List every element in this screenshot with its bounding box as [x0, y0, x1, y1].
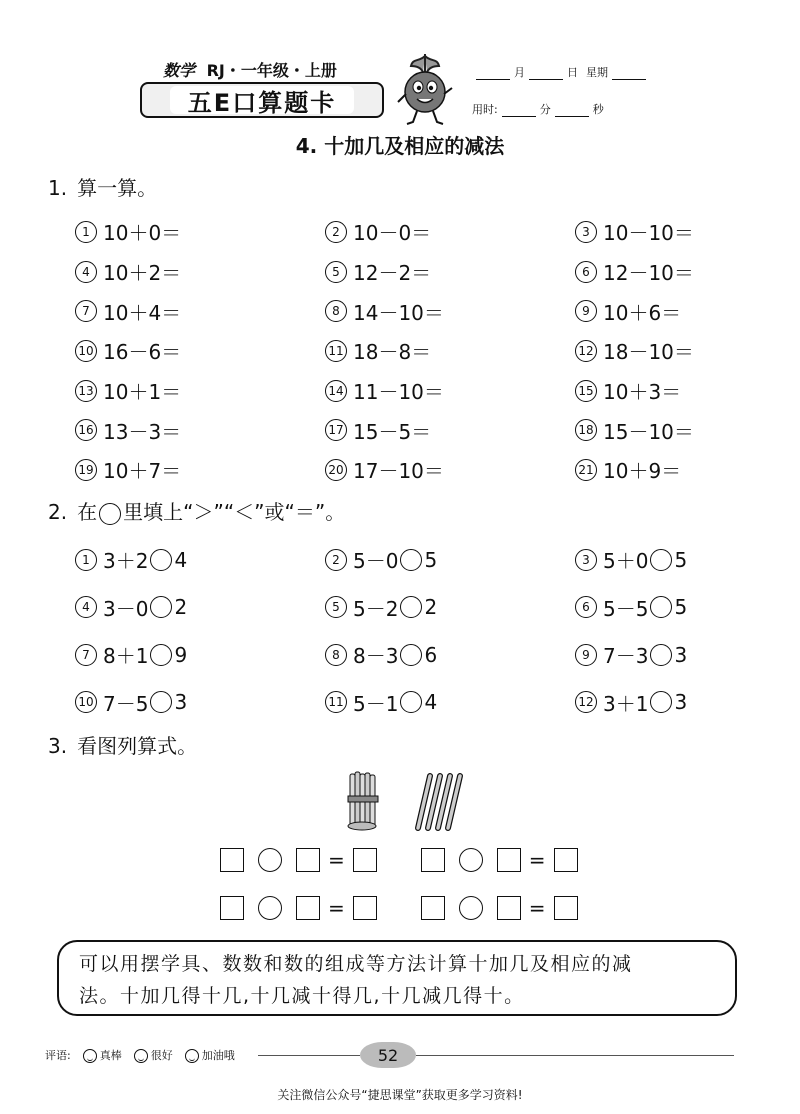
- tip-box: [57, 940, 737, 1016]
- q1-heading: [48, 172, 157, 201]
- item-number-badge: 12: [575, 340, 597, 362]
- q2-title-post: 里填上“＞”“＜”或“＝”。: [123, 500, 346, 524]
- exercise-expression: 15－10＝: [603, 419, 694, 444]
- item-number-badge: 10: [75, 340, 97, 362]
- weekday-blank[interactable]: [612, 68, 646, 80]
- q1-exercise: [325, 331, 575, 371]
- comparison-right: 4: [424, 690, 438, 715]
- exercise-expression: 10＋2＝: [103, 261, 182, 286]
- q2-comparison: [575, 584, 765, 632]
- equals-sign: =: [528, 848, 546, 872]
- item-number-badge: 18: [575, 419, 597, 441]
- answer-box[interactable]: [421, 896, 445, 920]
- item-number-badge: 2: [325, 221, 347, 243]
- rating-great-label: 真棒: [99, 1049, 122, 1062]
- q1-exercise: [575, 450, 765, 490]
- comparison-circle[interactable]: [150, 644, 172, 666]
- item-number-badge: 7: [75, 300, 97, 322]
- q1-number: 1.: [48, 176, 68, 200]
- exercise-expression: 10－10＝: [603, 221, 694, 246]
- q2-title-pre: 在: [77, 500, 98, 524]
- comparison-right: 5: [674, 595, 688, 620]
- answer-box[interactable]: [497, 848, 521, 872]
- q1-exercise: [575, 291, 765, 331]
- comparison-right: 2: [424, 595, 438, 620]
- q1-exercise: [325, 291, 575, 331]
- month-label: 月: [514, 66, 525, 79]
- comparison-left: 7－3: [603, 644, 649, 669]
- comparison-circle[interactable]: [650, 549, 672, 571]
- answer-box[interactable]: [220, 896, 244, 920]
- comparison-left: 3＋2: [103, 549, 149, 574]
- day-label: 日: [567, 66, 578, 79]
- q2-comparison: [75, 584, 325, 632]
- time-line: [468, 101, 608, 117]
- comparison-left: 7－5: [103, 691, 149, 716]
- equals-sign: =: [328, 848, 345, 872]
- q1-exercise: [575, 252, 765, 292]
- comparison-circle[interactable]: [400, 691, 422, 713]
- footer-rule-left: [258, 1055, 360, 1056]
- subject-line: [163, 58, 337, 81]
- q3-equation: [220, 848, 377, 872]
- subject-label: 数学: [163, 61, 196, 80]
- exercise-expression: 14－10＝: [353, 300, 444, 325]
- comparison-circle[interactable]: [400, 644, 422, 666]
- item-number-badge: 20: [325, 459, 347, 481]
- q2-comparison: [575, 631, 765, 679]
- comparison-right: 3: [174, 690, 188, 715]
- q1-exercise: [575, 331, 765, 371]
- comparison-right: 6: [424, 642, 438, 667]
- q2-heading: [48, 496, 345, 525]
- smiley-face-icon: [185, 1049, 199, 1063]
- q3-equation-row-2: [220, 896, 600, 920]
- answer-box[interactable]: [421, 848, 445, 872]
- exercise-expression: 10＋7＝: [103, 459, 182, 484]
- q1-exercise: [75, 212, 325, 252]
- exercise-expression: 11－10＝: [353, 380, 444, 405]
- answer-box[interactable]: [554, 896, 578, 920]
- item-number-badge: 6: [575, 596, 597, 618]
- comparison-circle[interactable]: [400, 549, 422, 571]
- item-number-badge: 13: [75, 380, 97, 402]
- q1-exercise: [325, 450, 575, 490]
- answer-box[interactable]: [296, 848, 320, 872]
- comparison-right: 5: [424, 547, 438, 572]
- item-number-badge: 6: [575, 261, 597, 283]
- comparison-circle[interactable]: [150, 549, 172, 571]
- second-label: 秒: [592, 103, 604, 116]
- item-number-badge: 8: [325, 300, 347, 322]
- q1-title: 算一算。: [77, 176, 158, 200]
- exercise-expression: 10－0＝: [353, 221, 432, 246]
- q1-exercise: [575, 410, 765, 450]
- comparison-left: 3＋1: [603, 691, 649, 716]
- comparison-circle[interactable]: [400, 596, 422, 618]
- comparison-right: 3: [674, 690, 688, 715]
- q1-exercise: [75, 450, 325, 490]
- exercise-expression: 10＋6＝: [603, 300, 682, 325]
- item-number-badge: 11: [325, 691, 347, 713]
- bundle-of-ten-sticks-icon: [348, 772, 378, 830]
- item-number-badge: 16: [75, 419, 97, 441]
- q1-exercise: [325, 212, 575, 252]
- exercise-expression: 12－2＝: [353, 261, 432, 286]
- q2-comparison: [575, 679, 765, 727]
- exercise-expression: 18－10＝: [603, 340, 694, 365]
- item-number-badge: 9: [575, 300, 597, 322]
- exercise-expression: 13－3＝: [103, 419, 182, 444]
- sticks-picture: [340, 770, 470, 832]
- q1-exercise: [575, 371, 765, 411]
- date-line: [476, 64, 646, 80]
- exercise-expression: 10＋9＝: [603, 459, 682, 484]
- item-number-badge: 21: [575, 459, 597, 481]
- comparison-circle[interactable]: [150, 596, 172, 618]
- comparison-right: 9: [174, 642, 188, 667]
- comparison-left: 8－3: [353, 644, 399, 669]
- comparison-left: 3－0: [103, 596, 149, 621]
- q1-exercise-grid: [75, 212, 765, 490]
- exercise-expression: 12－10＝: [603, 261, 694, 286]
- q1-exercise: [75, 291, 325, 331]
- operator-circle[interactable]: [258, 848, 282, 872]
- q1-exercise: [325, 410, 575, 450]
- item-number-badge: 10: [75, 691, 97, 713]
- q2-comparison: [75, 631, 325, 679]
- item-number-badge: 3: [575, 549, 597, 571]
- rating-good[interactable]: [134, 1047, 173, 1063]
- item-number-badge: 12: [575, 691, 597, 713]
- operator-circle[interactable]: [258, 896, 282, 920]
- comparison-circle[interactable]: [650, 691, 672, 713]
- rating-great[interactable]: [83, 1047, 122, 1063]
- comparison-circle[interactable]: [150, 691, 172, 713]
- rating-bar: [45, 1047, 235, 1063]
- q3-equation-row-1: [220, 848, 600, 872]
- q3-heading: [48, 730, 197, 759]
- q1-exercise: [75, 331, 325, 371]
- comparison-left: 8＋1: [103, 644, 149, 669]
- rating-keep-going-label: 加油哦: [201, 1049, 235, 1062]
- q1-exercise: [75, 252, 325, 292]
- minute-blank[interactable]: [502, 105, 536, 117]
- q2-comparison: [75, 679, 325, 727]
- answer-box[interactable]: [353, 896, 377, 920]
- item-number-badge: 15: [575, 380, 597, 402]
- item-number-badge: 4: [75, 261, 97, 283]
- four-loose-sticks-icon: [418, 776, 460, 828]
- item-number-badge: 19: [75, 459, 97, 481]
- q2-comparison: [325, 536, 575, 584]
- q1-exercise: [325, 252, 575, 292]
- weekday-label: 星期: [586, 66, 608, 79]
- bottom-note: 关注微信公众号“捷思课堂”获取更多学习资料!: [277, 1088, 523, 1102]
- page-number: 52: [360, 1042, 416, 1068]
- comparison-right: 2: [174, 595, 188, 620]
- answer-box[interactable]: [353, 848, 377, 872]
- q1-exercise: [325, 371, 575, 411]
- comparison-left: 5＋0: [603, 549, 649, 574]
- equals-sign: =: [328, 896, 345, 920]
- answer-box[interactable]: [296, 896, 320, 920]
- q2-comparison: [575, 536, 765, 584]
- q3-title: 看图列算式。: [77, 734, 198, 758]
- comparison-circle[interactable]: [650, 644, 672, 666]
- exercise-expression: 10＋3＝: [603, 380, 682, 405]
- q2-number: 2.: [48, 500, 68, 524]
- item-number-badge: 17: [325, 419, 347, 441]
- comparison-left: 5－5: [603, 596, 649, 621]
- q3-equation: [421, 896, 578, 920]
- rating-good-label: 很好: [150, 1049, 173, 1062]
- item-number-badge: 5: [325, 261, 347, 283]
- comparison-left: 5－0: [353, 549, 399, 574]
- radish-mascot-icon: [395, 52, 455, 128]
- rating-keep-going[interactable]: [185, 1047, 235, 1063]
- exercise-expression: 15－5＝: [353, 419, 432, 444]
- smiley-face-icon: [134, 1049, 148, 1063]
- item-number-badge: 14: [325, 380, 347, 402]
- q2-title-circle-icon: [99, 503, 121, 525]
- comparison-left: 5－2: [353, 596, 399, 621]
- comparison-circle[interactable]: [650, 596, 672, 618]
- q2-comparison: [325, 679, 575, 727]
- comparison-right: 5: [674, 547, 688, 572]
- q2-comparison: [325, 631, 575, 679]
- item-number-badge: 4: [75, 596, 97, 618]
- footer-rule-right: [416, 1055, 734, 1056]
- month-blank[interactable]: [476, 68, 510, 80]
- operator-circle[interactable]: [459, 848, 483, 872]
- exercise-expression: 10＋1＝: [103, 380, 182, 405]
- exercise-expression: 10＋4＝: [103, 300, 182, 325]
- answer-box[interactable]: [220, 848, 244, 872]
- operator-circle[interactable]: [459, 896, 483, 920]
- exercise-expression: 18－8＝: [353, 340, 432, 365]
- q3-equation: [220, 896, 377, 920]
- edition-label: RJ・一年级・上册: [206, 61, 337, 80]
- item-number-badge: 5: [325, 596, 347, 618]
- tip-line-2: 法。十加几得十几,十几减十得几,十几减几得十。: [79, 985, 525, 1007]
- item-number-badge: 1: [75, 549, 97, 571]
- time-label: 用时:: [472, 103, 498, 116]
- equals-sign: =: [528, 896, 546, 920]
- item-number-badge: 2: [325, 549, 347, 571]
- item-number-badge: 8: [325, 644, 347, 666]
- comment-label: 评语:: [45, 1049, 71, 1062]
- item-number-badge: 11: [325, 340, 347, 362]
- comparison-right: 3: [674, 642, 688, 667]
- exercise-expression: 17－10＝: [353, 459, 444, 484]
- day-blank[interactable]: [529, 68, 563, 80]
- answer-box[interactable]: [497, 896, 521, 920]
- banner-text: 五E口算题卡: [170, 86, 354, 114]
- comparison-left: 5－1: [353, 691, 399, 716]
- exercise-expression: 10＋0＝: [103, 221, 182, 246]
- comparison-right: 4: [174, 547, 188, 572]
- tip-line-1: 可以用摆学具、数数和数的组成等方法计算十加几及相应的减: [79, 953, 633, 975]
- q2-comparison: [325, 584, 575, 632]
- q1-exercise: [575, 212, 765, 252]
- q2-compare-grid: [75, 536, 765, 726]
- q1-exercise: [75, 371, 325, 411]
- minute-label: 分: [539, 103, 551, 116]
- section-title: 4. 十加几及相应的减法: [295, 134, 505, 158]
- exercise-expression: 16－6＝: [103, 340, 182, 365]
- q3-number: 3.: [48, 734, 68, 758]
- smiley-face-icon: [83, 1049, 97, 1063]
- item-number-badge: 7: [75, 644, 97, 666]
- item-number-badge: 1: [75, 221, 97, 243]
- q3-equation: [421, 848, 578, 872]
- answer-box[interactable]: [554, 848, 578, 872]
- second-blank[interactable]: [555, 105, 589, 117]
- q2-comparison: [75, 536, 325, 584]
- q1-exercise: [75, 410, 325, 450]
- item-number-badge: 9: [575, 644, 597, 666]
- title-banner: [140, 82, 384, 118]
- item-number-badge: 3: [575, 221, 597, 243]
